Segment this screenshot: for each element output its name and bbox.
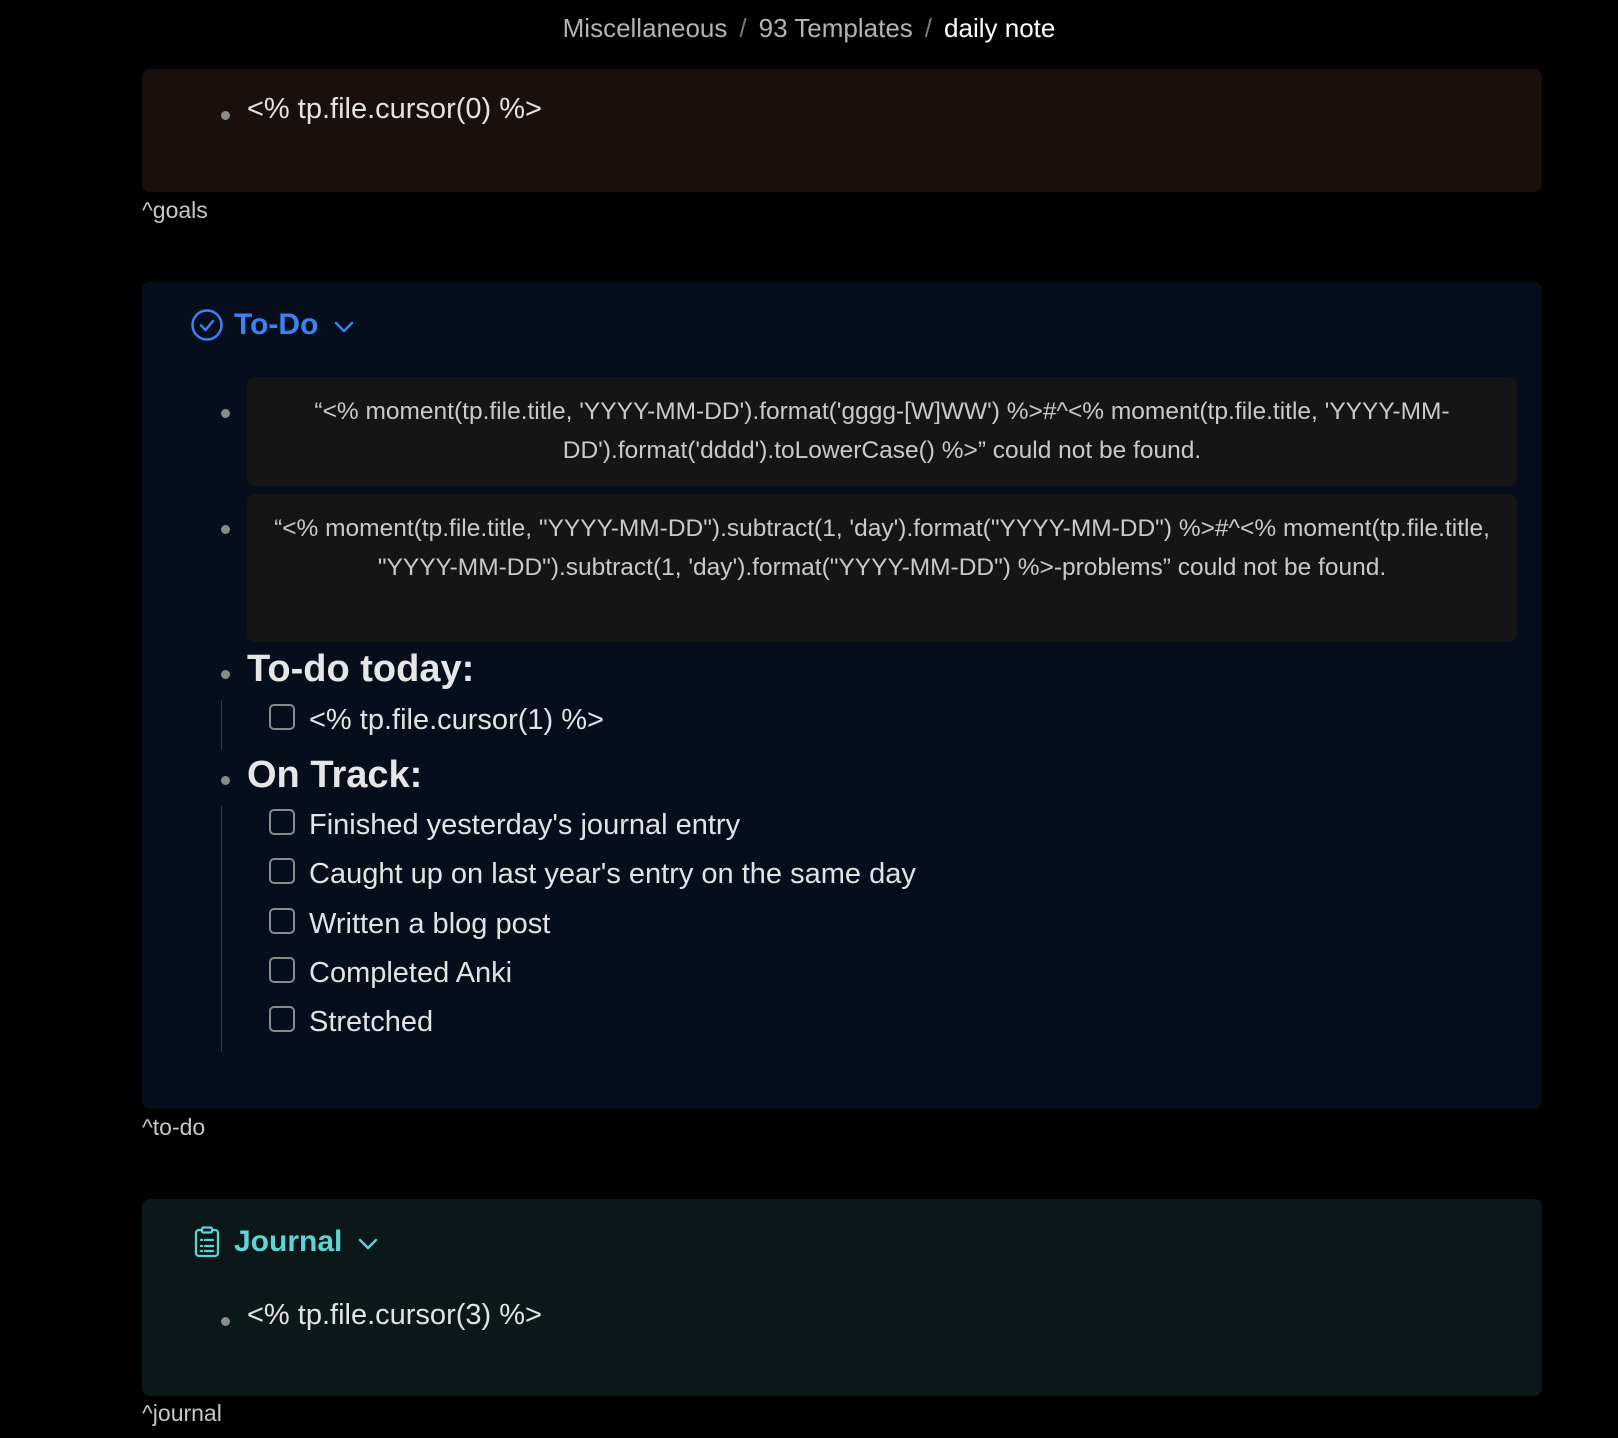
task-item bbox=[269, 1006, 433, 1039]
journal-bullet-text[interactable]: <% tp.file.cursor(3) %> bbox=[247, 1299, 542, 1331]
task-label[interactable]: <% tp.file.cursor(1) %> bbox=[309, 704, 604, 736]
breadcrumb-separator: / bbox=[924, 13, 933, 43]
bullet-dot bbox=[221, 1317, 230, 1326]
breadcrumb-separator: / bbox=[739, 13, 747, 43]
todo-callout-title[interactable] bbox=[190, 308, 356, 342]
todo-today-heading: To-do today: bbox=[247, 648, 475, 690]
goals-callout bbox=[142, 69, 1542, 192]
task-label[interactable]: Stretched bbox=[309, 1006, 434, 1038]
task-item bbox=[269, 704, 604, 737]
bullet-dot bbox=[221, 525, 230, 534]
task-item bbox=[269, 908, 550, 941]
task-checkbox[interactable] bbox=[269, 1006, 295, 1032]
indent-guide bbox=[221, 700, 222, 750]
task-checkbox[interactable] bbox=[269, 858, 295, 884]
bullet-dot bbox=[221, 111, 230, 120]
goals-block-id: ^goals bbox=[142, 197, 208, 223]
bullet-dot bbox=[221, 776, 230, 785]
journal-title-text: Journal bbox=[234, 1225, 343, 1258]
task-item bbox=[269, 858, 916, 891]
task-label[interactable]: Written a blog post bbox=[309, 908, 551, 940]
todo-callout bbox=[142, 282, 1542, 1109]
task-label[interactable]: Caught up on last year's entry on the same day bbox=[309, 858, 916, 890]
embed-not-found-problems[interactable]: “<% moment(tp.file.title, "YYYY-MM-DD").subtract(1, 'day').format("YYYY-MM-DD") %>#^<% moment(tp.file.title, "YYYY-MM-DD").subtract(1, 'day').format("YYYY-MM-DD") %>-problems” could not be found. bbox=[247, 494, 1517, 642]
embed-not-found-weekly[interactable]: “<% moment(tp.file.title, 'YYYY-MM-DD').format('gggg-[W]WW') %>#^<% moment(tp.file.title, 'YYYY-MM-DD').format('dddd').toLowerCase() %>” could not be found. bbox=[247, 377, 1517, 486]
chevron-down-icon[interactable] bbox=[356, 1230, 380, 1254]
todo-block-id: ^to-do bbox=[142, 1114, 206, 1140]
on-track-heading: On Track: bbox=[247, 754, 423, 796]
breadcrumb-item-miscellaneous[interactable]: Miscellaneous bbox=[562, 13, 728, 43]
task-label[interactable]: Finished yesterday's journal entry bbox=[309, 809, 741, 841]
journal-callout-title[interactable] bbox=[190, 1225, 380, 1259]
goals-bullet-text[interactable]: <% tp.file.cursor(0) %> bbox=[247, 93, 542, 125]
breadcrumb-item-templates[interactable]: 93 Templates bbox=[758, 13, 913, 43]
check-circle-icon bbox=[190, 308, 224, 342]
bullet-dot bbox=[221, 409, 230, 418]
task-checkbox[interactable] bbox=[269, 809, 295, 835]
task-item bbox=[269, 957, 512, 990]
chevron-down-icon[interactable] bbox=[332, 313, 356, 337]
task-item bbox=[269, 809, 740, 842]
journal-callout bbox=[142, 1199, 1542, 1396]
todo-title-text: To-Do bbox=[234, 308, 319, 341]
journal-block-id: ^journal bbox=[142, 1400, 222, 1426]
indent-guide bbox=[221, 806, 222, 1052]
breadcrumb-item-current-note[interactable]: daily note bbox=[944, 13, 1056, 43]
task-checkbox[interactable] bbox=[269, 908, 295, 934]
bullet-dot bbox=[221, 670, 230, 679]
breadcrumb bbox=[0, 10, 1618, 46]
clipboard-list-icon bbox=[190, 1225, 224, 1259]
task-checkbox[interactable] bbox=[269, 957, 295, 983]
task-checkbox[interactable] bbox=[269, 704, 295, 730]
task-label[interactable]: Completed Anki bbox=[309, 957, 513, 989]
